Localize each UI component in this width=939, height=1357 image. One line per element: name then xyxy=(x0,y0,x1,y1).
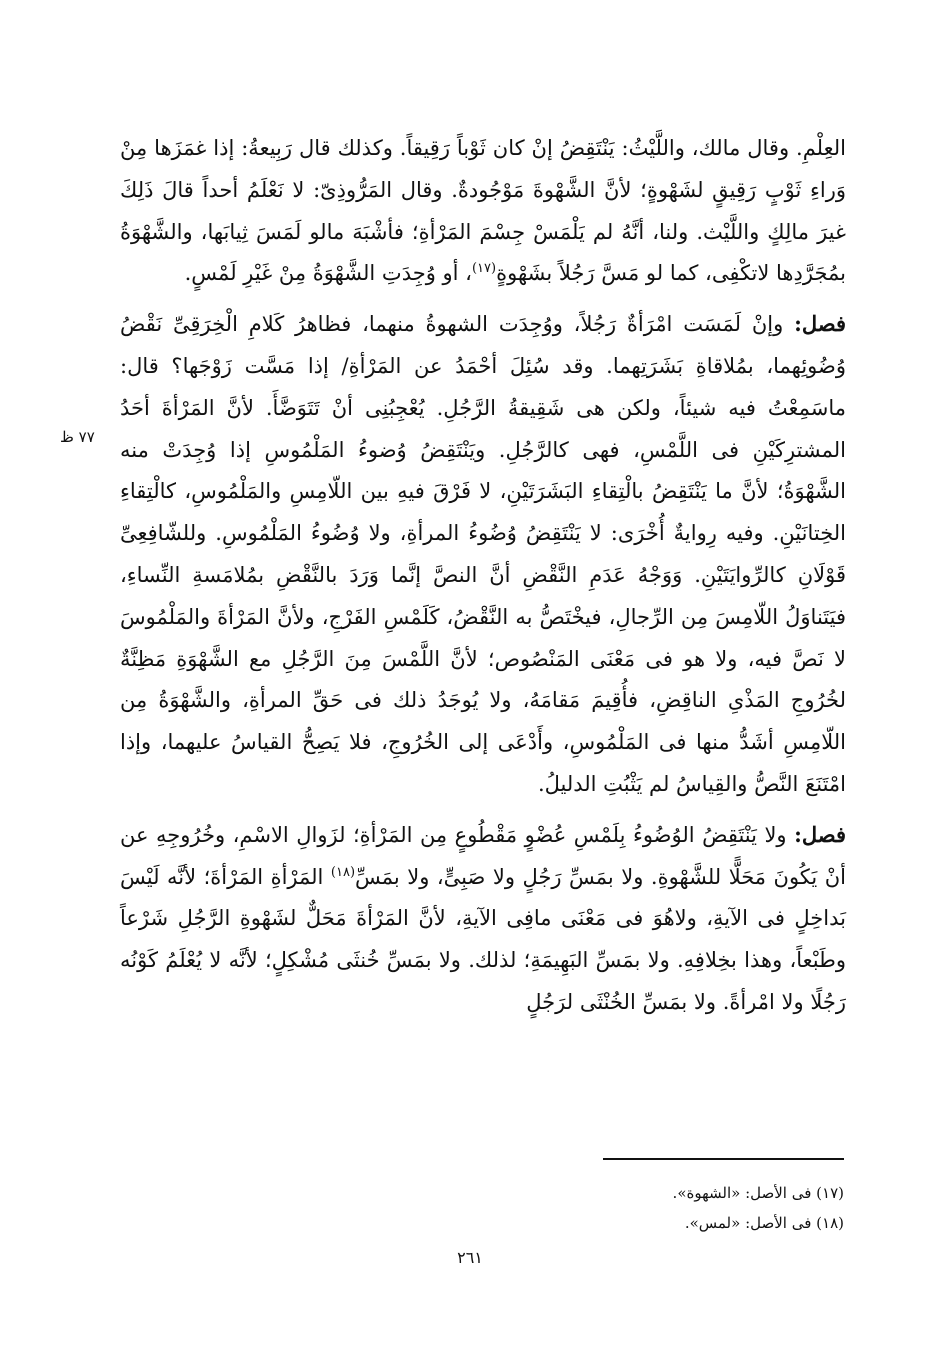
section-heading-fasl: فصل: xyxy=(794,311,846,337)
paragraph-1-text: العِلْمِ. وقال مالك، واللَّيْثُ: يَنْتَقِضُ إنْ كان ثَوْباً رَقِيقاً. وكذلك قال رَبِيعةُ: إذا غمَزَها مِنْ وَراءِ ثَوْبٍ رَقِيقٍ لشَهْوةٍ؛ لأنَّ الشَّهْوةَ مَوْجُودةٌ. وقال المَرُّوذِىّ: لا نَعْلَمُ أحداً قالَ ذَلِكَ غيرَ مالِكٍ واللَّيْث. ولنا، أنَّهُ لم يَلْمَسْ جِسْمَ المَرْأةِ؛ فأشْبَهَ مالو لَمَسَ ثِيابَها، والشَّهْوَةُ بمُجَرَّدِها لاتكْفِى، كما لو مَسَّ رَجُلاً بشَهْوةٍ xyxy=(120,136,846,286)
manuscript-folio-marker: ٧٧ ظ xyxy=(60,428,95,446)
footnotes xyxy=(400,1178,844,1238)
paragraph-3 xyxy=(120,814,846,1024)
footnote-ref-17: (١٧) xyxy=(471,261,497,277)
footnote-17: (١٧) فى الأصل: «الشهوة». xyxy=(672,1184,844,1202)
footnote-18: (١٨) فى الأصل: «لمس». xyxy=(684,1214,844,1232)
paragraph-1 xyxy=(120,128,846,295)
paragraph-2-text: وإنْ لَمَسَت امْرَأةٌ رَجُلاً، ووُجِدَت الشهوةُ منهما، فظاهرُ كَلامِ الْخِرَقِىِّ نَقْضُ وُضُوئِهما، بمُلاقاةِ بَشَرَتِهما. وقد سُئِلَ أحْمَدُ عن المَرْأةِ/ إذا مَسَّت زَوْجَها؟ قال: ماسَمِعْتُ فيه شيئاً، ولكن هى شَقِيقةُ الرَّجُلِ. يُعْجِبُنِى أنْ تَتَوَضَّأَ. لأنَّ المَرْأةَ أحَدُ المشترِكَيْنِ فى اللَّمْسِ، فهى كالرَّجُلِ. ويَنْتَقِضُ وُضوءُ المَلْمُوسِ إذا وُجِدَتْ منه الشَّهْوَةُ؛ لأنَّ ما يَنْتَقِضُ بالْتِقاءِ البَشَرَتَيْنِ، لا فَرْقَ فيهِ بين اللّامِسِ والمَلْمُوسِ، كالْتِقاءِ الخِتانَيْنِ. وفيه رِوايةٌ أُخْرَى: لا يَنْتَقِضُ وُضُوءُ المرأةِ، ولا وُضُوءُ المَلْمُوسِ. وللشّافِعِىِّ قَوْلَانِ كالرِّوايَتَيْنِ. وَوَجْهُ عَدَمِ النَّقْضِ أنَّ النصَّ إنَّما وَرَدَ بالنَّقْضِ بمُلامَسةِ النِّساءِ، فيَتَناوَلُ اللّامِسَ مِن الرِّجالِ، فيخْتَصُّ به النَّقْضُ، كَلَمْسِ الفَرْجِ، ولأنَّ المَرْأةَ والمَلْمُوسَ لا نَصَّ فيه، ولا هو فى مَعْنَى المَنْصُوص؛ لأنَّ اللَّمْسَ مِنَ الرَّجُلِ مع الشَّهْوَةِ مَظِنَّةٌ لخُرُوجِ المَذْىِ الناقِضِ، فأُقِيمَ مَقامَهُ، ولا يُوجَدُ ذلك فى حَقِّ المرأةِ، والشَّهْوَةُ مِن اللّامِسِ أشَدُّ منها فى المَلْمُوسِ، وأَدْعَى إلى الخُرُوجِ، فلا يَصِحُّ القياسُ عليهما، وإذا امْتَنَعَ النَّصُّ والقِياسُ لم يَثْبُتِ الدليلُ. xyxy=(120,312,846,796)
footnote-ref-18: (١٨) xyxy=(330,864,356,880)
paragraph-1-tail: ، أو وُجِدَتِ الشَّهْوَةُ مِنْ غَيْرِ لَمْسٍ. xyxy=(184,261,472,286)
section-heading-fasl: فصل: xyxy=(794,821,846,847)
footnote-separator xyxy=(603,1158,844,1160)
paragraph-2 xyxy=(120,303,846,806)
page-number: ٢٦١ xyxy=(457,1248,483,1267)
paragraph-3-text: ولا يَنْتَقِضُ الوُضُوءُ بِلَمْسِ عُضْوٍ مَقْطُوعٍ مِن المَرْأةِ؛ لزَوالِ الاسْمِ، وخُرُوجِهِ عن أنْ يَكُونَ مَحَلًّا للشَّهْوةِ. ولا بمَسِّ رَجُلٍ ولا صَبِىٍّ، ولا بمَسِّ xyxy=(120,822,847,889)
main-text xyxy=(120,128,846,1024)
paragraph-3-tail: المَرْأةِ المَرْأةَ؛ لأنَّه لَيْسَ بَداخِلٍ فى الآيةِ، ولاهُوَ فى مَعْنَى مافِى الآيةِ، لأنَّ المَرْأةَ مَحَلٌّ لشَهْوةِ الرَّجُلِ شَرْعاً وطَبْعاً، وهذا بخِلافِهِ. ولا بمَسِّ البَهِيمَةِ؛ لذلك. ولا بمَسِّ خُنثَى مُشْكِلٍ؛ لأنَّه لا يُعْلَمُ كَوْنُه رَجُلًا ولا امْرأةً. ولا بمَسِّ الخُنْثَى لرَجُلٍ xyxy=(120,864,846,1014)
